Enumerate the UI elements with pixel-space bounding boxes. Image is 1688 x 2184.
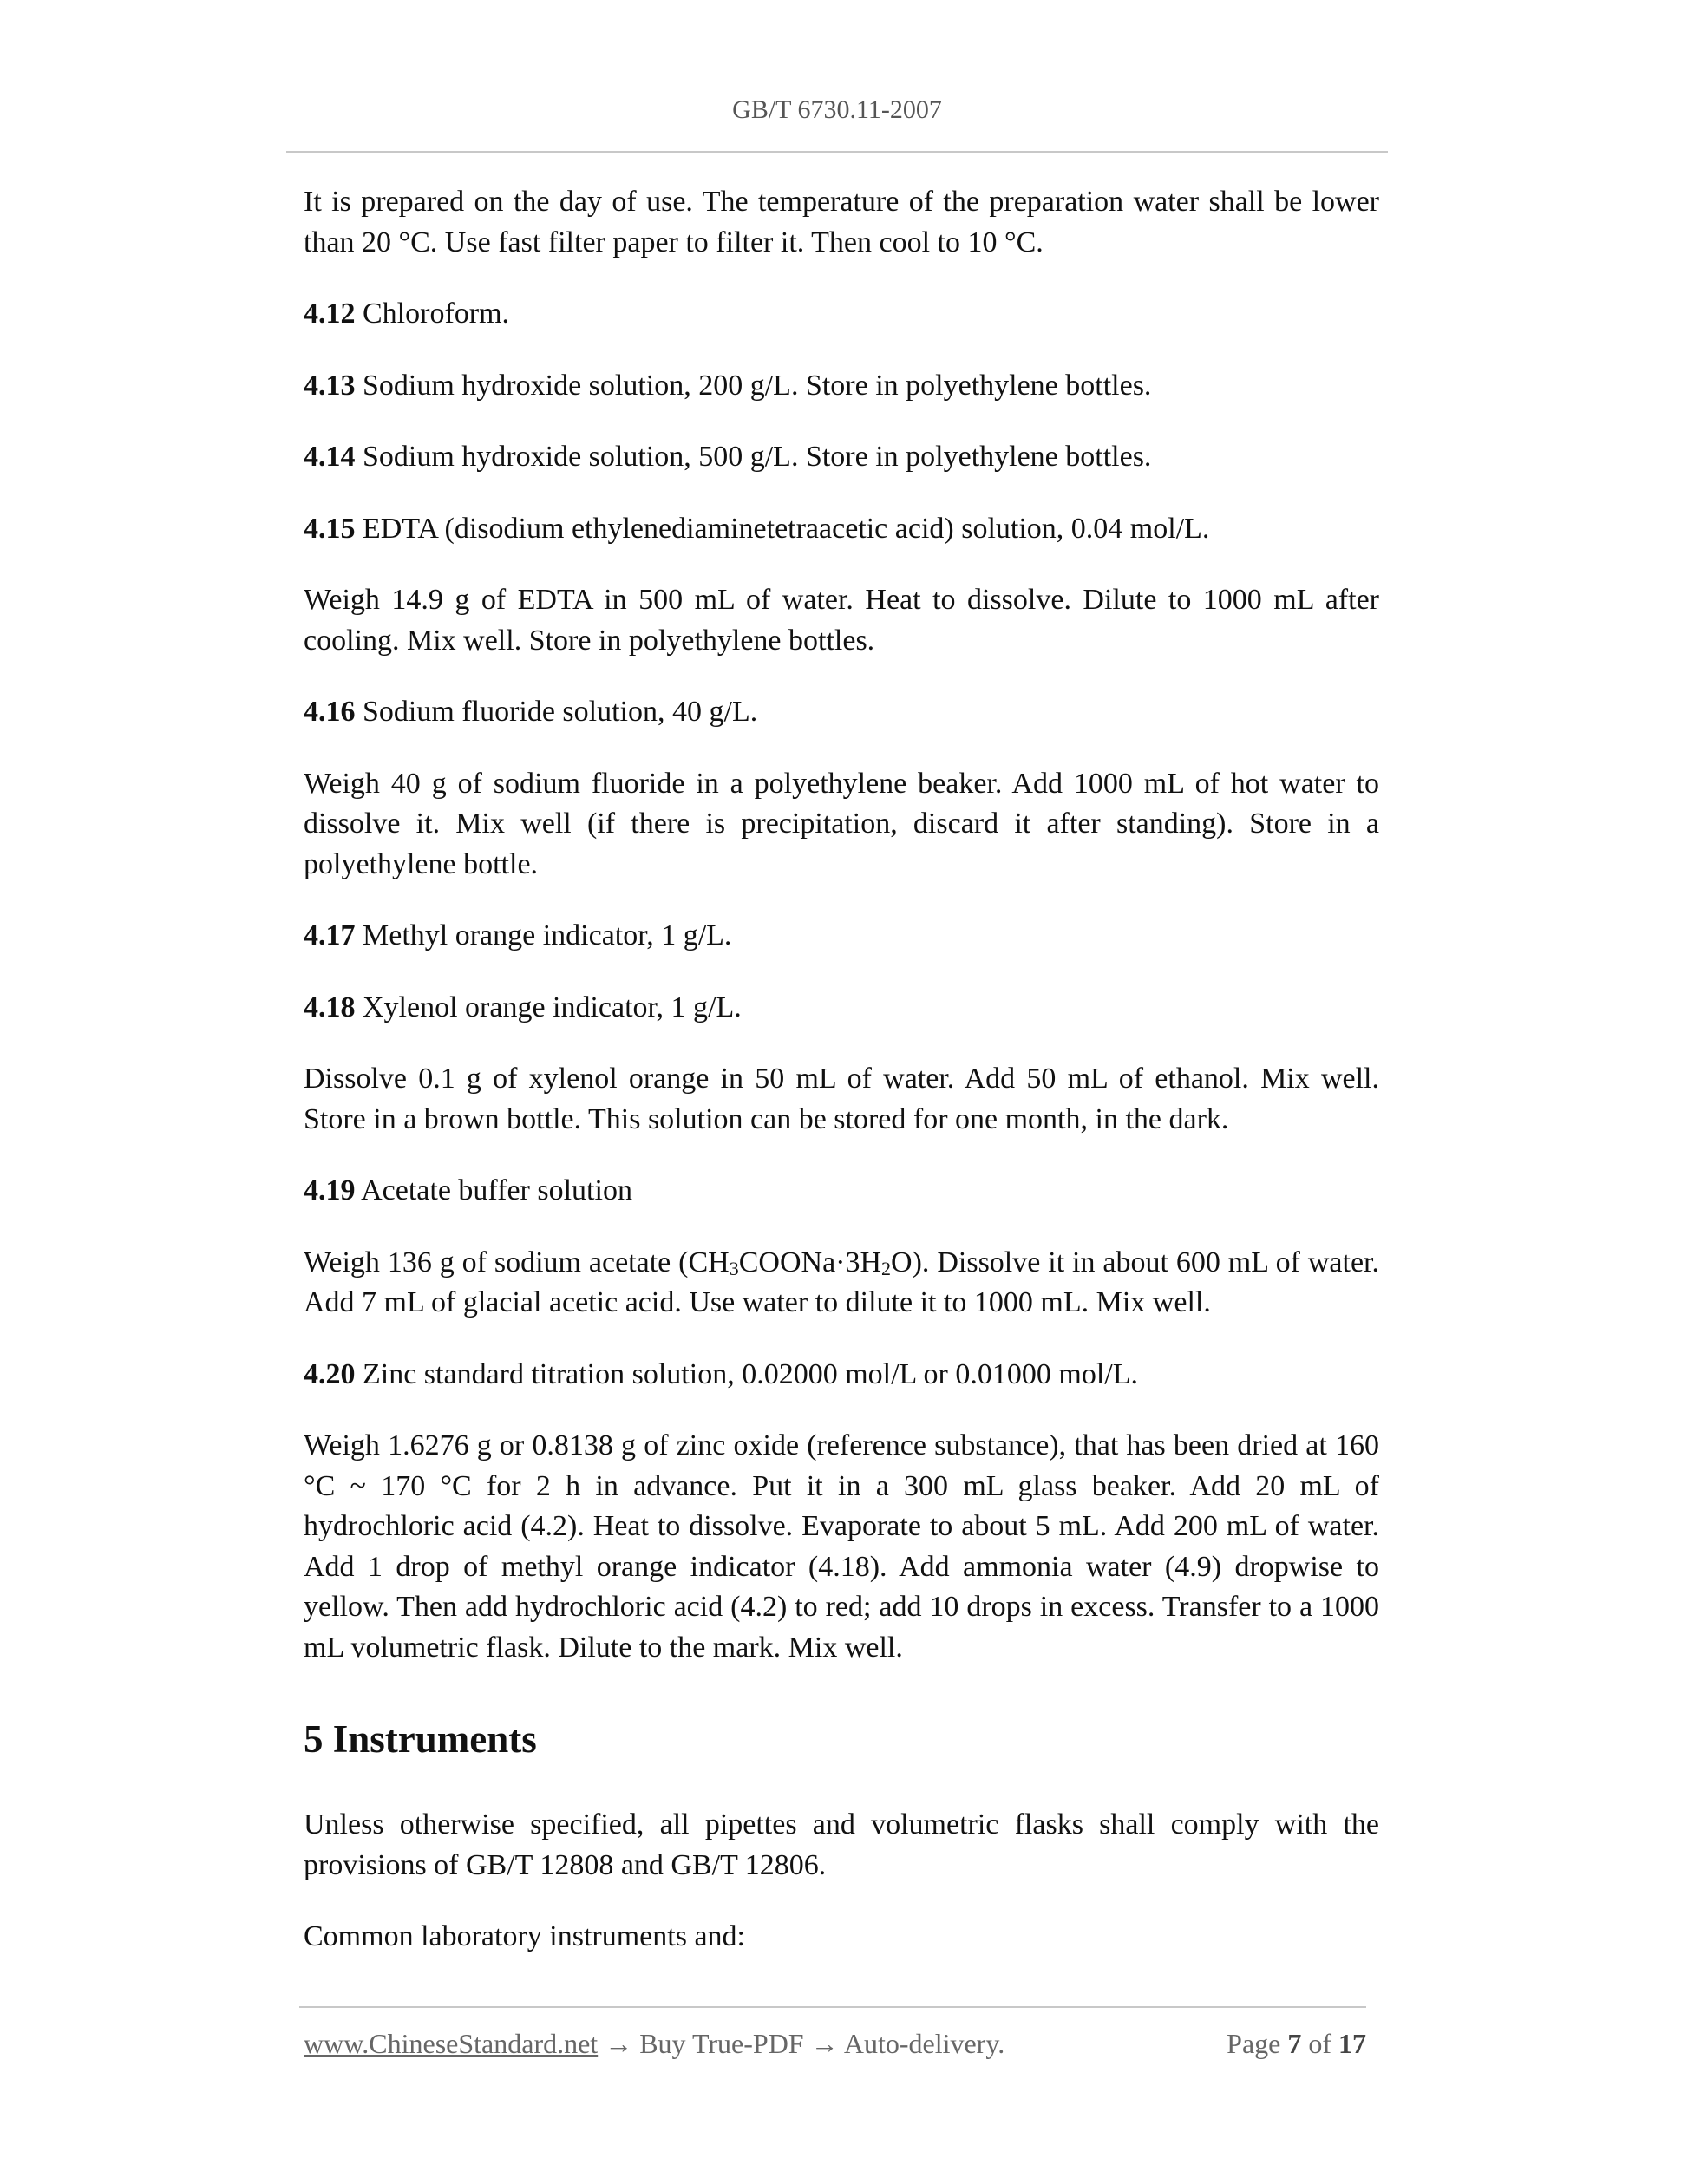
page-body	[304, 182, 1379, 1989]
document-header	[286, 95, 1388, 125]
acetate-text-c: O). Dissolve it in about 600 mL of water. Add 7 mL of glacial acetic acid. Use water to dilute it to 1000 mL. Mix well.	[304, 1246, 1379, 1318]
of-label: of	[1308, 2028, 1331, 2059]
clause-4-15	[304, 509, 1379, 550]
clause-number: 4.14	[304, 441, 356, 473]
clause-4-13	[304, 366, 1379, 407]
acetate-text-b: COONa·3H	[738, 1246, 882, 1278]
subscript-3: 3	[729, 1257, 739, 1279]
clause-4-19	[304, 1171, 1379, 1212]
page-label: Page	[1227, 2028, 1281, 2059]
instruments-paragraph: Unless otherwise specified, all pipettes and volumetric flasks shall comply with the provisions of GB/T 12808 and GB/T 12806.	[304, 1808, 1379, 1881]
website-link[interactable]: www.ChineseStandard.net	[304, 2028, 599, 2059]
page-indicator	[1227, 2028, 1366, 2060]
clause-text: Acetate buffer solution	[355, 1174, 632, 1206]
clause-4-14	[304, 437, 1379, 478]
clause-text: EDTA (disodium ethylenediaminetetraacetic acid) solution, 0.04 mol/L.	[355, 512, 1210, 545]
zinc-paragraph: Weigh 1.6276 g or 0.8138 g of zinc oxide (reference substance), that has been dried at 160 °C ~ 170 °C for 2 h in advance. Put it in a 300 mL glass beaker. Add 20 mL of hydrochloric acid (4.2). Heat to dissolve. Evaporate to about 5 mL. Add 200 mL of water. Add 1 drop of methyl orange indicator (4.18). Add ammonia water (4.9) dropwise to yellow. Then add hydrochloric acid (4.2) to red; add 10 drops in excess. Transfer to a 1000 mL volumetric flask. Dilute to the mark. Mix well.	[304, 1429, 1379, 1664]
clause-4-20	[304, 1355, 1379, 1396]
clause-4-18	[304, 988, 1379, 1029]
intro-paragraph: It is prepared on the day of use. The temperature of the preparation water shall be lower than 20 °C. Use fast filter paper to filter it. Then cool to 10 °C.	[304, 186, 1379, 258]
clause-number: 4.12	[304, 298, 356, 330]
footer-divider	[299, 2006, 1366, 2008]
instruments-list-intro: Common laboratory instruments and:	[304, 1920, 745, 1952]
page-total: 17	[1338, 2028, 1366, 2059]
clause-4-17	[304, 916, 1379, 957]
clause-text: Sodium hydroxide solution, 500 g/L. Store in polyethylene bottles.	[355, 441, 1152, 473]
acetate-paragraph	[304, 1243, 1379, 1324]
clause-text: Sodium hydroxide solution, 200 g/L. Store in polyethylene bottles.	[355, 369, 1152, 402]
section-heading: 5 Instruments	[304, 1717, 537, 1761]
clause-text: Chloroform.	[355, 298, 510, 330]
edta-paragraph: Weigh 14.9 g of EDTA in 500 mL of water. Heat to dissolve. Dilute to 1000 mL after cooling. Mix well. Store in polyethylene bottles.	[304, 584, 1379, 657]
arrow-icon: →	[598, 2028, 640, 2059]
standard-number: GB/T 6730.11-2007	[732, 95, 942, 124]
clause-number: 4.18	[304, 991, 356, 1023]
footer-promo	[304, 2028, 1004, 2060]
clause-number: 4.20	[304, 1357, 356, 1390]
clause-number: 4.16	[304, 696, 356, 728]
sodium-fluoride-paragraph: Weigh 40 g of sodium fluoride in a polyethylene beaker. Add 1000 mL of hot water to dissolve it. Mix well (if there is precipitation, discard it after standing). Store in a polyethylene bottle.	[304, 767, 1379, 880]
clause-text: Xylenol orange indicator, 1 g/L.	[355, 991, 742, 1023]
page-footer	[304, 2028, 1366, 2068]
arrow-icon: →	[803, 2028, 844, 2059]
clause-number: 4.13	[304, 369, 356, 402]
clause-text: Methyl orange indicator, 1 g/L.	[355, 919, 732, 951]
clause-text: Sodium fluoride solution, 40 g/L.	[355, 696, 758, 728]
clause-4-16	[304, 692, 1379, 733]
header-divider	[286, 151, 1388, 153]
clause-number: 4.17	[304, 919, 356, 951]
xylenol-paragraph: Dissolve 0.1 g of xylenol orange in 50 mL of water. Add 50 mL of ethanol. Mix well. Store in a brown bottle. This solution can be stored for one month, in the dark.	[304, 1063, 1379, 1135]
clause-text: Zinc standard titration solution, 0.02000 mol/L or 0.01000 mol/L.	[355, 1357, 1138, 1390]
auto-delivery-text: Auto-delivery.	[843, 2028, 1005, 2059]
clause-4-12	[304, 294, 1379, 335]
clause-number: 4.15	[304, 512, 356, 545]
clause-number: 4.19	[304, 1174, 356, 1206]
buy-pdf-text: Buy True-PDF	[639, 2028, 804, 2059]
subscript-2: 2	[881, 1257, 892, 1279]
page-number: 7	[1287, 2028, 1302, 2059]
acetate-text-a: Weigh 136 g of sodium acetate (CH	[304, 1246, 730, 1278]
